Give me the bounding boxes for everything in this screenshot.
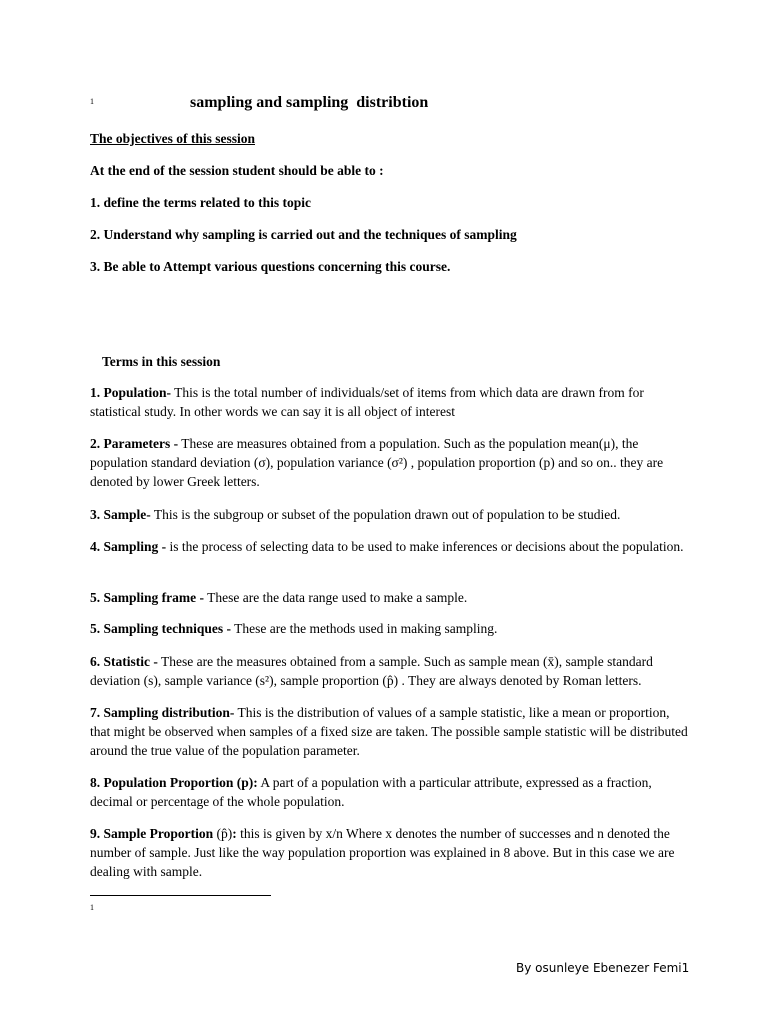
term-label: 3. Sample- [90, 507, 151, 522]
term-text: this is given by x/n Where x denotes the number of successes and n denoted the number of sample. Just like the way population proportion was explained in 8 above. But in this case we are dealing with sample. [90, 826, 675, 879]
term-text: This is the total number of individuals/set of items from which data are drawn from for statistical study. In other words we can say it is all object of interest [90, 385, 644, 419]
term-label: 2. Parameters - [90, 436, 179, 451]
term-sample-proportion [90, 824, 690, 881]
term-label-colon: : [232, 826, 237, 841]
header-footnote-marker: 1 [90, 97, 94, 106]
objective-item-1: 1. define the terms related to this topic [90, 195, 311, 210]
term-sampling [90, 537, 690, 556]
objective-item-2: 2. Understand why sampling is carried out and the techniques of sampling [90, 227, 517, 242]
term-label: 7. Sampling distribution- [90, 705, 235, 720]
term-text: is the process of selecting data to be used to make inferences or decisions about the population. [166, 539, 684, 554]
term-sample [90, 505, 690, 524]
term-sampling-distribution [90, 703, 690, 760]
term-label-symbol: (p̂) [213, 826, 233, 841]
footnote-marker: 1 [90, 903, 94, 912]
term-population-proportion [90, 773, 690, 811]
term-text: These are measures obtained from a population. Such as the population mean(μ), the population standard deviation (σ), population variance (σ²) , population proportion (p) and so on.. they are denoted by lower Greek letters. [90, 436, 664, 489]
objectives-heading: The objectives of this session [90, 131, 255, 146]
term-label: 9. Sample Proportion [90, 826, 214, 841]
term-label: 4. Sampling - [90, 539, 167, 554]
page-title: sampling and sampling distribtion [190, 94, 429, 111]
objective-item-3: 3. Be able to Attempt various questions concerning this course. [90, 259, 451, 274]
footnote-divider [90, 895, 271, 896]
term-text: These are the measures obtained from a sample. Such as sample mean (x̄), sample standard deviation (s), sample variance (s²), sample proportion (p̂) . They are always denoted by Roman letters. [90, 654, 653, 688]
term-text: This is the subgroup or subset of the population drawn out of population to be studied. [150, 507, 621, 522]
term-text: A part of a population with a particular attribute, expressed as a fraction, decimal or percentage of the whole population. [90, 775, 652, 809]
term-label: 5. Sampling frame - [90, 590, 204, 605]
term-parameters [90, 434, 690, 491]
term-label: 1. Population- [90, 385, 172, 400]
term-text: These are the data range used to make a sample. [204, 590, 468, 605]
term-statistic [90, 652, 690, 690]
term-population [90, 383, 690, 421]
footer-author: By osunleye Ebenezer Femi1 [516, 961, 690, 975]
objectives-intro: At the end of the session student should be able to : [90, 163, 384, 178]
term-label: 6. Statistic - [90, 654, 158, 669]
term-text: This is the distribution of values of a sample statistic, like a mean or proportion, that might be observed when samples of a fixed size are taken. The possible sample statistic will be distributed around the true value of the population parameter. [90, 705, 688, 758]
terms-heading: Terms in this session [102, 354, 221, 369]
term-label: 8. Population Proportion (p): [90, 775, 258, 790]
term-sampling-frame [90, 588, 690, 607]
term-sampling-techniques [90, 619, 690, 638]
term-label: 5. Sampling techniques - [90, 621, 232, 636]
term-text: These are the methods used in making sampling. [231, 621, 498, 636]
